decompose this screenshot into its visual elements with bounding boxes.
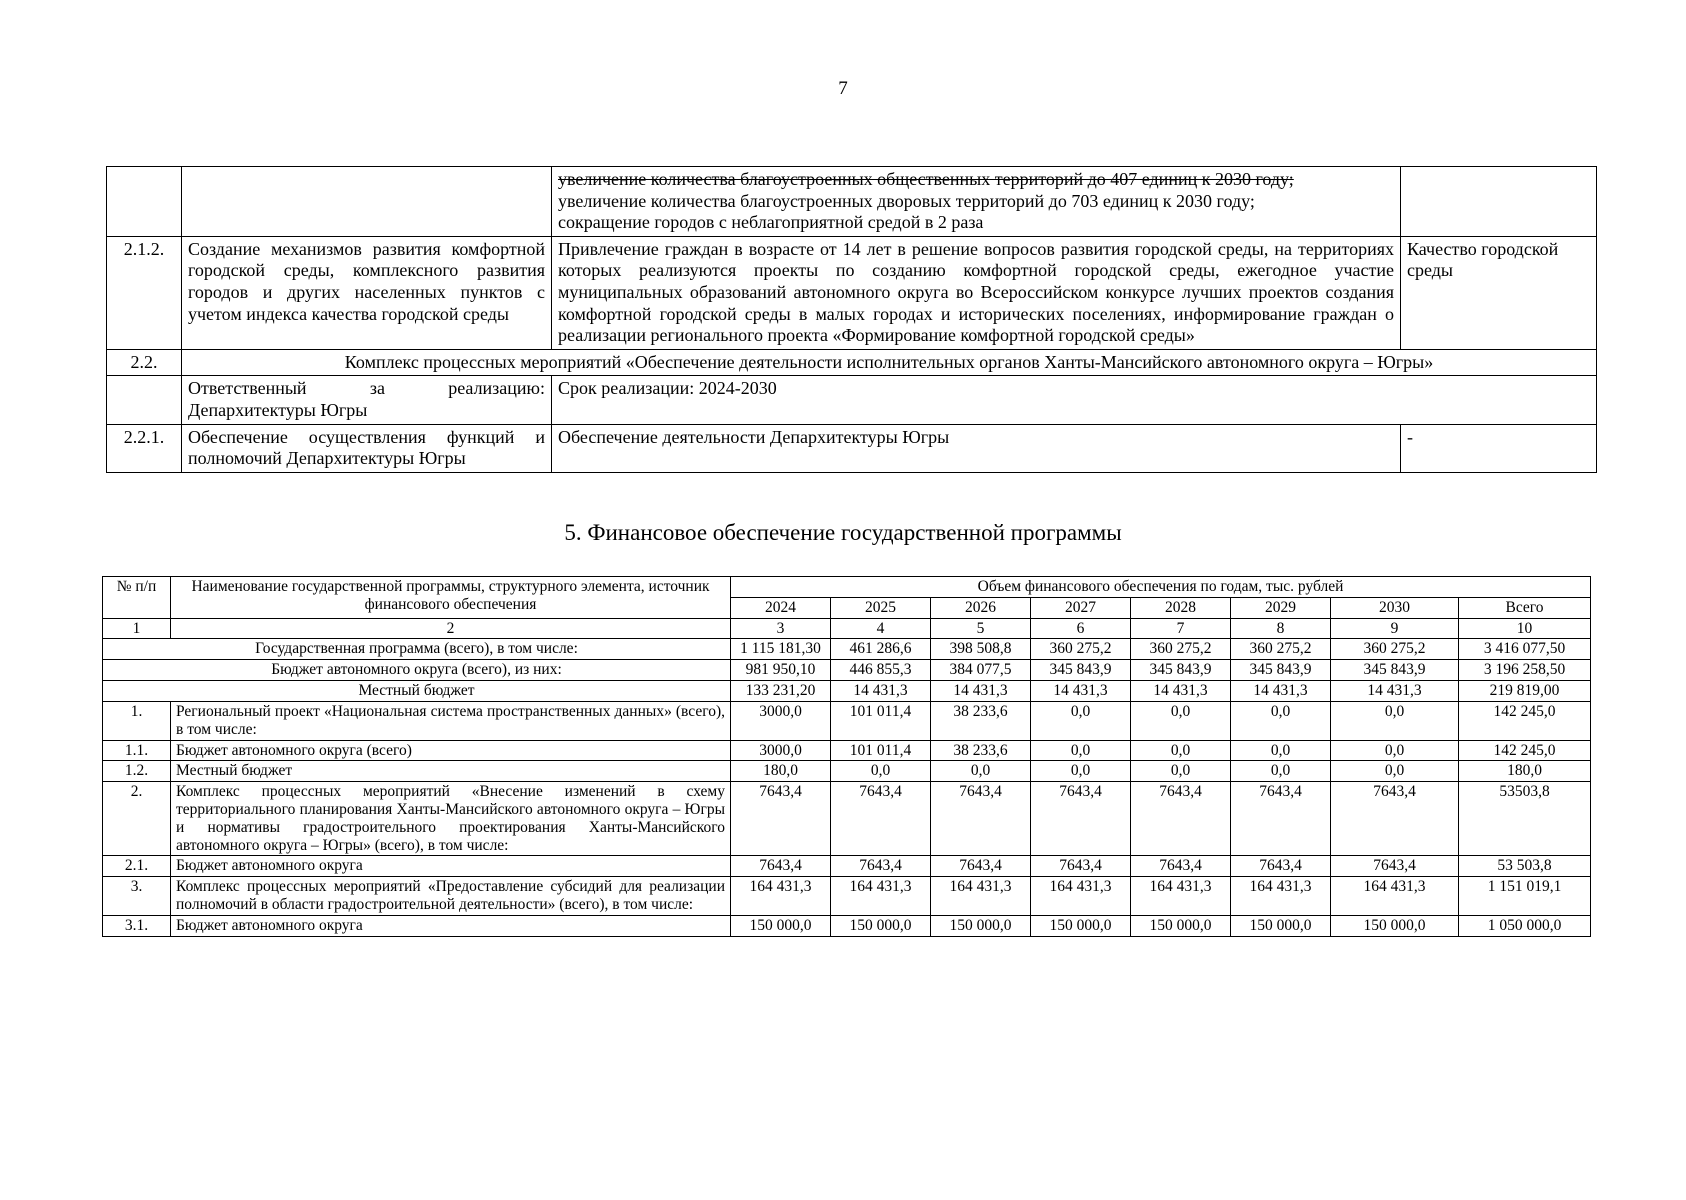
- task-cell: Создание механизмов развития комфортной городской среды, комплексного развития городов и других населенных пунктов с учетом индекса качества городской среды: [182, 236, 552, 349]
- col-number: 7: [1131, 618, 1231, 639]
- table-row: [103, 740, 1591, 761]
- row-number: 3.1.: [103, 915, 171, 936]
- row-number: 2.2.1.: [107, 424, 182, 472]
- total-cell: 53503,8: [1459, 782, 1591, 856]
- result-line: увеличение количества благоустроенных дворовых территорий до 703 единиц к 2030 году;: [558, 190, 1255, 211]
- value-cell: 14 431,3: [1331, 681, 1459, 702]
- value-cell: 0,0: [1331, 740, 1459, 761]
- value-cell: 14 431,3: [931, 681, 1031, 702]
- value-cell: 164 431,3: [931, 877, 1031, 916]
- value-cell: 7643,4: [1331, 782, 1459, 856]
- row-name: Государственная программа (всего), в том числе:: [103, 639, 731, 660]
- row-name: Местный бюджет: [171, 761, 731, 782]
- value-cell: 164 431,3: [731, 877, 831, 916]
- header-total: Всего: [1459, 597, 1591, 618]
- total-cell: 53 503,8: [1459, 856, 1591, 877]
- header-year: 2025: [831, 597, 931, 618]
- row-name: Бюджет автономного округа (всего), из них:: [103, 660, 731, 681]
- row-number: 2.1.: [103, 856, 171, 877]
- value-cell: 150 000,0: [1131, 915, 1231, 936]
- row-name: Бюджет автономного округа: [171, 915, 731, 936]
- header-year: 2026: [931, 597, 1031, 618]
- value-cell: 7643,4: [1031, 856, 1131, 877]
- header-year: 2029: [1231, 597, 1331, 618]
- table-row: [107, 376, 1597, 424]
- value-cell: 7643,4: [731, 856, 831, 877]
- value-cell: 0,0: [1131, 761, 1231, 782]
- value-cell: 7643,4: [731, 782, 831, 856]
- row-number: 2.1.2.: [107, 236, 182, 349]
- value-cell: 7643,4: [1031, 782, 1131, 856]
- value-cell: 0,0: [1131, 701, 1231, 740]
- value-cell: 0,0: [1231, 701, 1331, 740]
- value-cell: 0,0: [831, 761, 931, 782]
- complex-title-cell: Комплекс процессных мероприятий «Обеспечение деятельности исполнительных органов Ханты-Мансийского автономного округа – Югры»: [182, 349, 1597, 376]
- period-cell: Срок реализации: 2024-2030: [552, 376, 1597, 424]
- row-number: 2.: [103, 782, 171, 856]
- value-cell: 0,0: [1031, 701, 1131, 740]
- result-cell: [552, 167, 1401, 237]
- value-cell: 14 431,3: [1131, 681, 1231, 702]
- col-number: 6: [1031, 618, 1131, 639]
- value-cell: 164 431,3: [1131, 877, 1231, 916]
- total-cell: 142 245,0: [1459, 701, 1591, 740]
- column-numbers-row: [103, 618, 1591, 639]
- header-year: 2027: [1031, 597, 1131, 618]
- value-cell: 150 000,0: [1031, 915, 1131, 936]
- table-row: [103, 681, 1591, 702]
- value-cell: 38 233,6: [931, 740, 1031, 761]
- total-cell: 1 151 019,1: [1459, 877, 1591, 916]
- value-cell: 360 275,2: [1031, 639, 1131, 660]
- col-number: 4: [831, 618, 931, 639]
- row-number: 1.2.: [103, 761, 171, 782]
- value-cell: 384 077,5: [931, 660, 1031, 681]
- value-cell: 7643,4: [931, 856, 1031, 877]
- result-line: увеличение количества благоустроенных общественных территорий до 407 единиц к 2030 году;: [558, 169, 1294, 189]
- value-cell: 0,0: [1331, 701, 1459, 740]
- table-cell: [1401, 167, 1597, 237]
- header-year: 2030: [1331, 597, 1459, 618]
- value-cell: 0,0: [1031, 740, 1131, 761]
- row-name: Местный бюджет: [103, 681, 731, 702]
- page-number: 7: [838, 78, 848, 99]
- value-cell: 398 508,8: [931, 639, 1031, 660]
- header-row: [103, 577, 1591, 598]
- value-cell: 7643,4: [1131, 782, 1231, 856]
- table-cell: [107, 376, 182, 424]
- result-line: сокращение городов с неблагоприятной средой в 2 раза: [558, 212, 984, 233]
- table-row: [103, 701, 1591, 740]
- row-number: 1.1.: [103, 740, 171, 761]
- value-cell: 7643,4: [1131, 856, 1231, 877]
- row-name: Региональный проект «Национальная система пространственных данных» (всего), в том числе:: [171, 701, 731, 740]
- responsible-cell: Ответственный за реализацию: Депархитектуры Югры: [182, 376, 552, 424]
- value-cell: 360 275,2: [1231, 639, 1331, 660]
- value-cell: 38 233,6: [931, 701, 1031, 740]
- table-cell: [182, 167, 552, 237]
- col-number: 10: [1459, 618, 1591, 639]
- value-cell: 3000,0: [731, 701, 831, 740]
- header-year: 2024: [731, 597, 831, 618]
- indicator-link-cell: Качество городской среды: [1401, 236, 1597, 349]
- value-cell: 164 431,3: [831, 877, 931, 916]
- value-cell: 1 115 181,30: [731, 639, 831, 660]
- value-cell: 133 231,20: [731, 681, 831, 702]
- col-number: 3: [731, 618, 831, 639]
- value-cell: 446 855,3: [831, 660, 931, 681]
- value-cell: 180,0: [731, 761, 831, 782]
- value-cell: 150 000,0: [1331, 915, 1459, 936]
- row-name: Бюджет автономного округа (всего): [171, 740, 731, 761]
- value-cell: 150 000,0: [931, 915, 1031, 936]
- section-title: 5. Финансовое обеспечение государственной программы: [564, 520, 1122, 545]
- value-cell: 0,0: [1131, 740, 1231, 761]
- value-cell: 14 431,3: [831, 681, 931, 702]
- value-cell: 101 011,4: [831, 740, 931, 761]
- value-cell: 101 011,4: [831, 701, 931, 740]
- value-cell: 164 431,3: [1031, 877, 1131, 916]
- row-number: 3.: [103, 877, 171, 916]
- value-cell: 345 843,9: [1331, 660, 1459, 681]
- row-name: Комплекс процессных мероприятий «Предоставление субсидий для реализации полномочий в области градостроительной деятельности» (всего), в том числе:: [171, 877, 731, 916]
- table-row: [107, 424, 1597, 472]
- value-cell: 461 286,6: [831, 639, 931, 660]
- value-cell: 14 431,3: [1231, 681, 1331, 702]
- table-row: [103, 660, 1591, 681]
- total-cell: 219 819,00: [1459, 681, 1591, 702]
- table-row: [107, 236, 1597, 349]
- value-cell: 0,0: [1231, 740, 1331, 761]
- table-cell: [107, 167, 182, 237]
- header-volume: Объем финансового обеспечения по годам, тыс. рублей: [731, 577, 1591, 598]
- table-row: [103, 782, 1591, 856]
- row-name: Комплекс процессных мероприятий «Внесение изменений в схему территориального планирования Ханты-Мансийского автономного округа – Югры и нормативы градостроительного проектирования Ханты-Мансийского автономного округа – Югры» (всего), в том числе:: [171, 782, 731, 856]
- value-cell: 150 000,0: [831, 915, 931, 936]
- value-cell: 345 843,9: [1131, 660, 1231, 681]
- value-cell: 164 431,3: [1231, 877, 1331, 916]
- row-name: Бюджет автономного округа: [171, 856, 731, 877]
- value-cell: 7643,4: [831, 856, 931, 877]
- result-cell: Обеспечение деятельности Депархитектуры Югры: [552, 424, 1401, 472]
- value-cell: 164 431,3: [1331, 877, 1459, 916]
- table-row: [103, 639, 1591, 660]
- table-row: [103, 877, 1591, 916]
- value-cell: 14 431,3: [1031, 681, 1131, 702]
- value-cell: 7643,4: [931, 782, 1031, 856]
- finance-table: [102, 576, 1591, 937]
- value-cell: 3000,0: [731, 740, 831, 761]
- total-cell: 180,0: [1459, 761, 1591, 782]
- header-num: № п/п: [103, 577, 171, 619]
- value-cell: 0,0: [1031, 761, 1131, 782]
- col-number: 1: [103, 618, 171, 639]
- value-cell: 345 843,9: [1031, 660, 1131, 681]
- value-cell: 7643,4: [1231, 856, 1331, 877]
- value-cell: 981 950,10: [731, 660, 831, 681]
- row-number: 1.: [103, 701, 171, 740]
- header-year: 2028: [1131, 597, 1231, 618]
- value-cell: 150 000,0: [1231, 915, 1331, 936]
- row-number: 2.2.: [107, 349, 182, 376]
- table-row: [107, 167, 1597, 237]
- value-cell: 0,0: [1231, 761, 1331, 782]
- table-row: [103, 761, 1591, 782]
- value-cell: 150 000,0: [731, 915, 831, 936]
- header-name: Наименование государственной программы, структурного элемента, источник финансового обеспечения: [171, 577, 731, 619]
- col-number: 8: [1231, 618, 1331, 639]
- table-row: [103, 856, 1591, 877]
- col-number: 9: [1331, 618, 1459, 639]
- task-cell: Обеспечение осуществления функций и полномочий Депархитектуры Югры: [182, 424, 552, 472]
- value-cell: 0,0: [1331, 761, 1459, 782]
- table-row: [103, 915, 1591, 936]
- value-cell: 360 275,2: [1331, 639, 1459, 660]
- value-cell: 345 843,9: [1231, 660, 1331, 681]
- total-cell: 3 416 077,50: [1459, 639, 1591, 660]
- indicator-link-cell: -: [1401, 424, 1597, 472]
- program-structure-table: [106, 166, 1597, 473]
- total-cell: 142 245,0: [1459, 740, 1591, 761]
- value-cell: 7643,4: [831, 782, 931, 856]
- total-cell: 1 050 000,0: [1459, 915, 1591, 936]
- total-cell: 3 196 258,50: [1459, 660, 1591, 681]
- value-cell: 7643,4: [1231, 782, 1331, 856]
- col-number: 5: [931, 618, 1031, 639]
- col-number: 2: [171, 618, 731, 639]
- result-cell: Привлечение граждан в возрасте от 14 лет в решение вопросов развития городской среды, на территориях которых реализуются проекты по созданию комфортной городской среды, ежегодное участие муниципальных образований автономного округа во Всероссийском конкурсе лучших проектов создания комфортной городской среды в малых городах и исторических поселениях, информирование граждан о реализации регионального проекта «Формирование комфортной городской среды»: [552, 236, 1401, 349]
- table-row: [107, 349, 1597, 376]
- value-cell: 360 275,2: [1131, 639, 1231, 660]
- value-cell: 0,0: [931, 761, 1031, 782]
- value-cell: 7643,4: [1331, 856, 1459, 877]
